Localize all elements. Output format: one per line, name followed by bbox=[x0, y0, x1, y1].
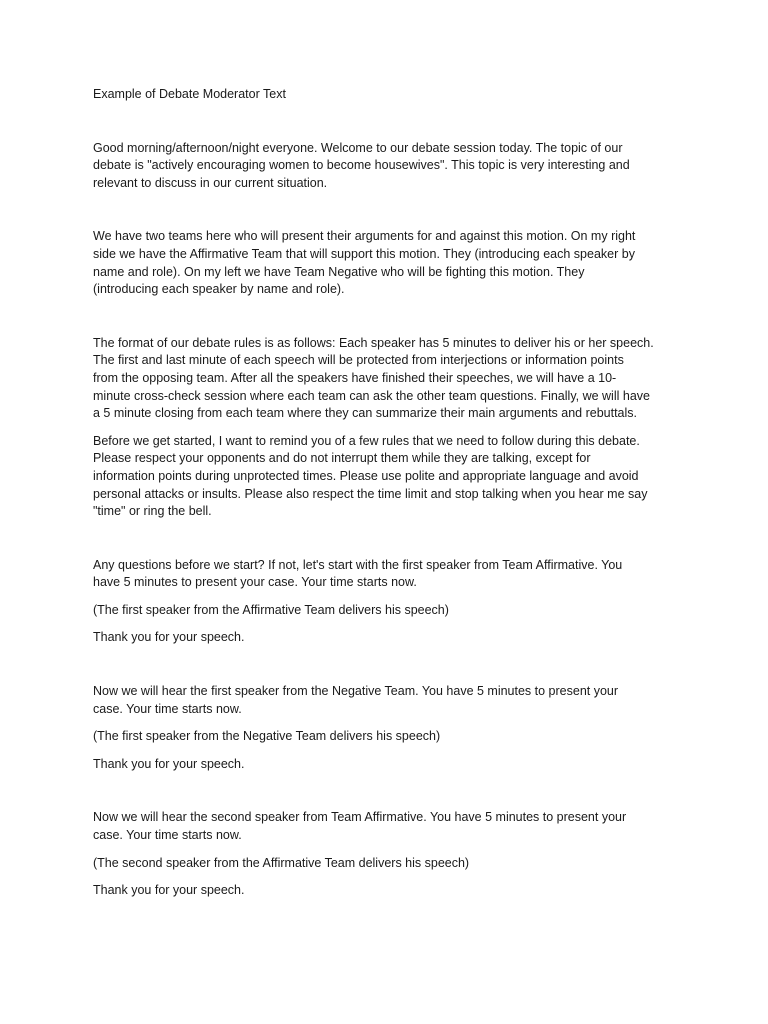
paragraph-format: The format of our debate rules is as follows: Each speaker has 5 minutes to deliver his or her speech. The first and last minute of each speech will be protected from interjections or information points from the opposing team. After all the speakers have finished their speeches, we will have a 10- minute cross-check session where each team can ask the other team questions. Finally, we will have a 5 minute closing from each team where they can summarize their main arguments and rebuttals. bbox=[93, 335, 654, 421]
paragraph-affirmative-2: Now we will hear the second speaker from Team Affirmative. You have 5 minutes to present your case. Your time starts now. bbox=[93, 810, 627, 843]
stage-direction-affirmative-2: (The second speaker from the Affirmative Team delivers his speech) bbox=[93, 855, 470, 870]
thank-you-line: Thank you for your speech. bbox=[93, 630, 245, 645]
paragraph-negative-1: Now we will hear the first speaker from the Negative Team. You have 5 minutes to present your case. Your time starts now. bbox=[93, 684, 619, 716]
paragraph-questions: Any questions before we start? If not, let's start with the first speaker from Team Affirmative. You have 5 minutes to present your case. Your time starts now. bbox=[93, 557, 623, 590]
paragraph-teams: We have two teams here who will present their arguments for and against this motion. On my right side we have the Affirmative Team that will support this motion. They (introducing each speaker by name and role). On my left we have Team Negative who will be fighting this motion. They (introducing each speaker by name and role). bbox=[93, 229, 636, 297]
thank-you-line: Thank you for your speech. bbox=[93, 756, 245, 771]
paragraph-rules: Before we get started, I want to remind you of a few rules that we need to follow during this debate. Please respect your opponents and do not interrupt them while they are talking, except for information points during unprotected times. Please use polite and appropriate language and avoid personal attacks or insults. Please also respect the time limit and stop talking when you hear me say "time" or ring the bell. bbox=[93, 433, 648, 519]
document-title: Example of Debate Moderator Text bbox=[93, 87, 286, 101]
paragraph-welcome: Good morning/afternoon/night everyone. Welcome to our debate session today. The topic of our debate is "actively encouraging women to become housewives". This topic is very interesting and relevant to discuss in our current situation. bbox=[93, 140, 630, 190]
stage-direction-negative-1: (The first speaker from the Negative Team delivers his speech) bbox=[93, 729, 441, 744]
document-body bbox=[93, 86, 683, 900]
thank-you-line: Thank you for your speech. bbox=[93, 883, 245, 898]
stage-direction-affirmative-1: (The first speaker from the Affirmative Team delivers his speech) bbox=[93, 602, 449, 617]
